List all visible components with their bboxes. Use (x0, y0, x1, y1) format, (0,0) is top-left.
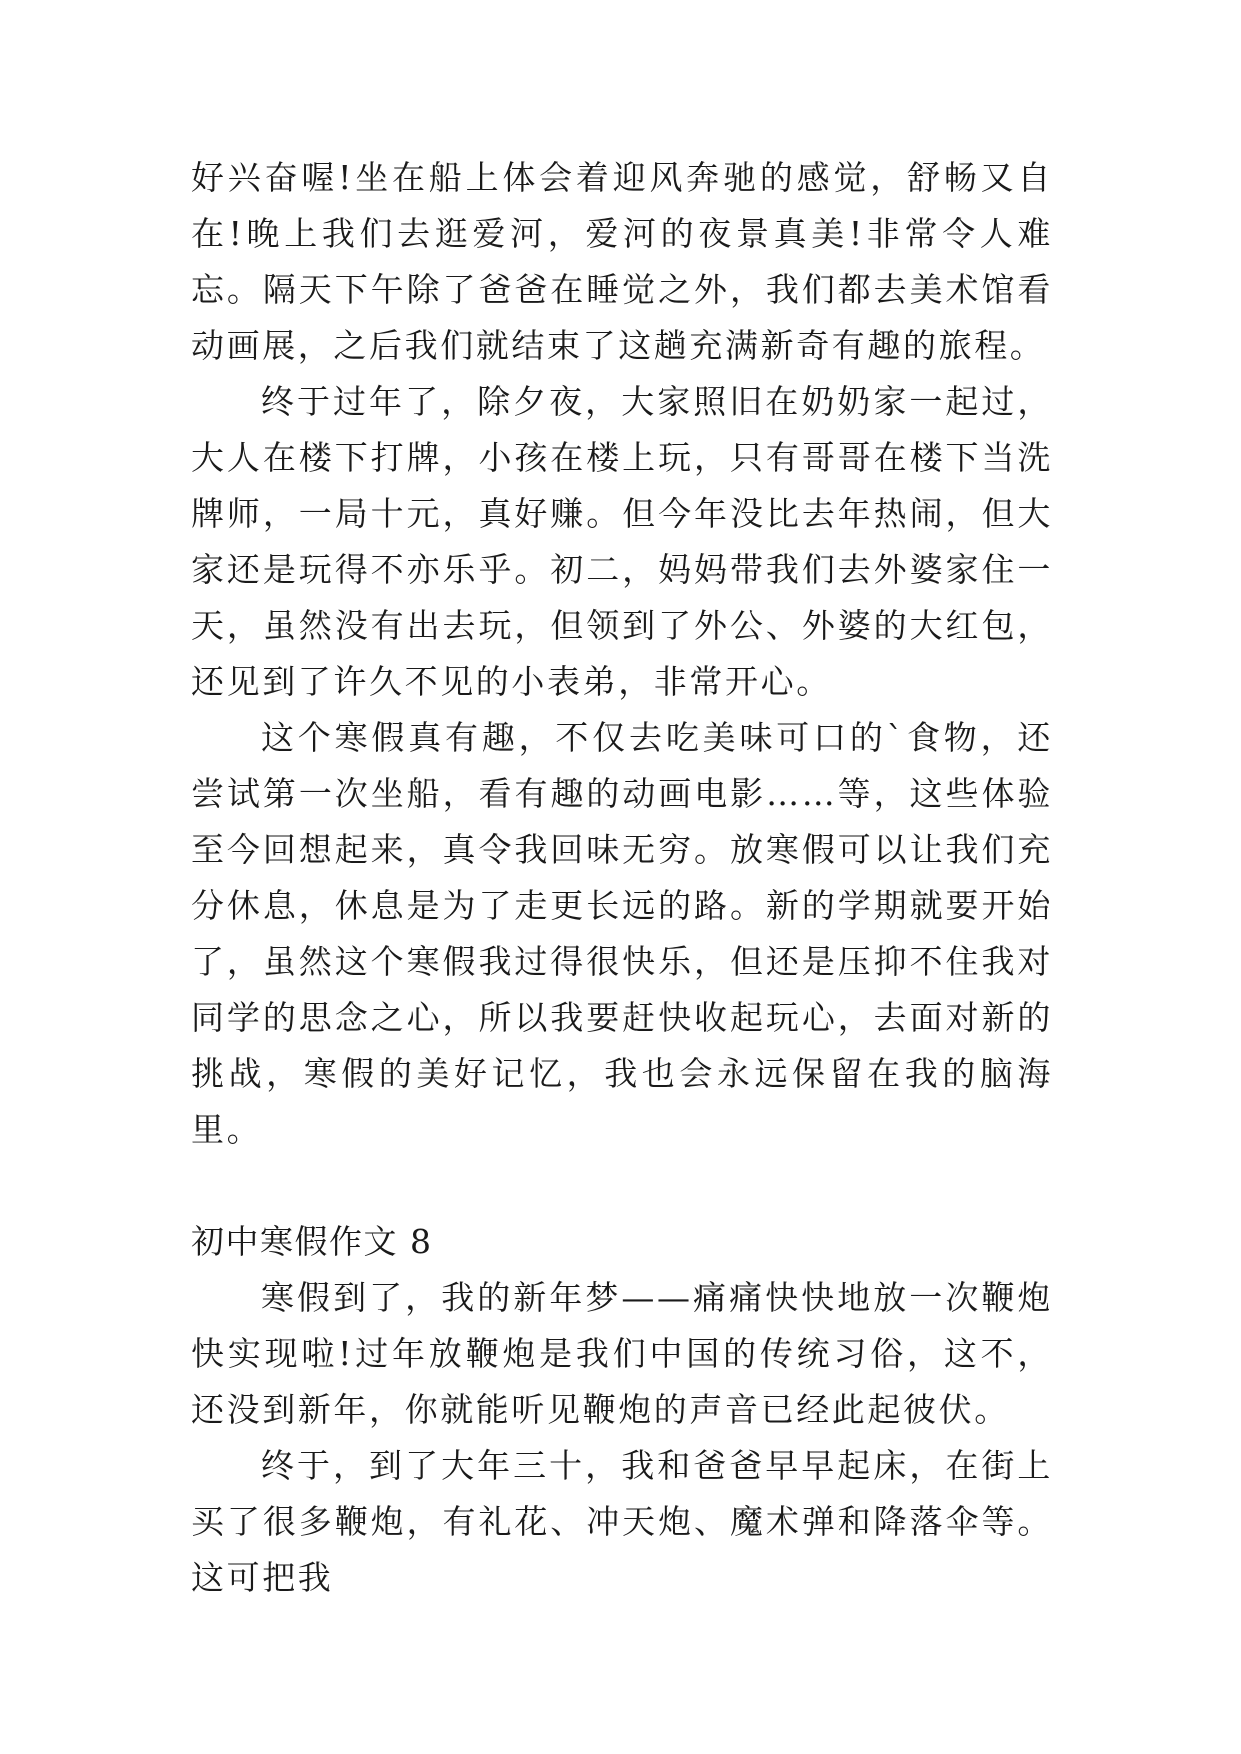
paragraph-firecracker-dream: 寒假到了，我的新年梦——痛痛快快地放一次鞭炮快实现啦!过年放鞭炮是我们中国的传统习俗，这不，还没到新年，你就能听见鞭炮的声音已经此起彼伏。 (191, 1278, 1053, 1429)
section-heading: 初中寒假作文 8 (191, 1222, 433, 1261)
paragraph-new-year-eve: 终于过年了，除夕夜，大家照旧在奶奶家一起过，大人在楼下打牌，小孩在楼上玩，只有哥哥在楼下当洗牌师，一局十元，真好赚。但今年没比去年热闹，但大家还是玩得不亦乐乎。初二，妈妈带我们去外婆家住一天，虽然没有出去玩，但领到了外公、外婆的大红包，还见到了许久不见的小表弟，非常开心。 (191, 382, 1053, 701)
paragraph-continued: 好兴奋喔!坐在船上体会着迎风奔驰的感觉，舒畅又自在!晚上我们去逛爱河，爱河的夜景真美!非常令人难忘。隔天下午除了爸爸在睡觉之外，我们都去美术馆看动画展，之后我们就结束了这趟充满新奇有趣的旅程。 (191, 158, 1053, 365)
paragraph-new-year-day: 终于，到了大年三十，我和爸爸早早起床，在街上买了很多鞭炮，有礼花、冲天炮、魔术弹和降落伞等。这可把我 (191, 1446, 1053, 1597)
document-body (191, 150, 1053, 1606)
paragraph-conclusion: 这个寒假真有趣，不仅去吃美味可口的`食物，还尝试第一次坐船，看有趣的动画电影……等，这些体验至今回想起来，真令我回味无穷。放寒假可以让我们充分休息，休息是为了走更长远的路。新的学期就要开始了，虽然这个寒假我过得很快乐，但还是压抑不住我对同学的思念之心，所以我要赶快收起玩心，去面对新的挑战，寒假的美好记忆，我也会永远保留在我的脑海里。 (191, 718, 1053, 1149)
